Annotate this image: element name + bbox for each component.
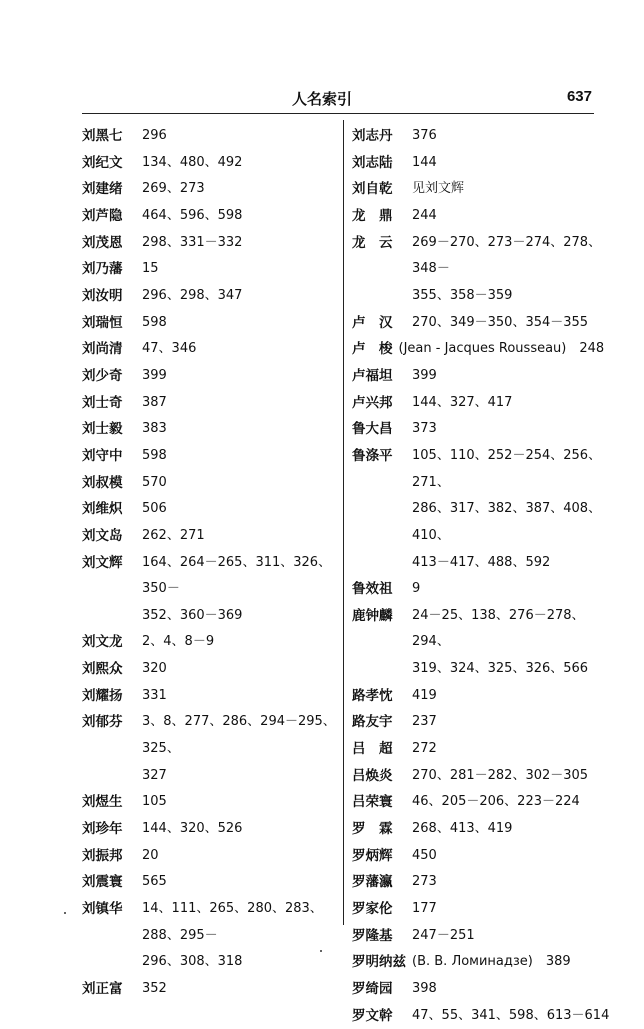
index-entry <box>352 763 612 790</box>
entry-name: 刘振邦 <box>82 847 123 864</box>
index-entry <box>352 896 612 923</box>
page-refs-line: 9 <box>412 581 421 597</box>
page-refs-line: 262、271 <box>142 527 205 543</box>
entry-name: 刘镇华 <box>82 901 123 918</box>
page-refs-line: 273 <box>412 874 437 890</box>
entry-name: 罗家伦 <box>352 901 393 918</box>
entry-name: 刘志丹 <box>352 128 393 144</box>
page-refs-line: 144 <box>412 154 437 170</box>
page-refs-line: 3、8、277、286、294－295、325、 <box>142 714 336 757</box>
page-refs-line: 331 <box>142 687 167 703</box>
index-entry <box>82 869 338 896</box>
entry-pages <box>412 843 612 870</box>
page-refs-line: 352、360－369 <box>142 607 243 623</box>
entry-pages <box>412 203 612 230</box>
entry-pages <box>412 683 612 710</box>
index-entry <box>352 869 612 896</box>
index-entry <box>82 203 338 230</box>
index-entry <box>82 470 338 497</box>
index-entry <box>352 150 612 177</box>
index-entry <box>82 709 338 789</box>
entry-pages <box>142 390 338 417</box>
entry-name: 刘维炽 <box>82 501 123 518</box>
index-entry <box>82 150 338 177</box>
index-entry <box>352 603 612 683</box>
entry-name: 鹿钟麟 <box>352 607 393 624</box>
entry-pages <box>142 336 338 363</box>
index-entry <box>352 843 612 870</box>
index-entry <box>352 576 612 603</box>
entry-name: 卢 梭 <box>352 341 393 358</box>
entry-pages <box>412 763 612 790</box>
index-entry <box>352 230 612 310</box>
entry-pages <box>412 123 612 150</box>
page-refs-line: 144、320、526 <box>142 821 243 837</box>
index-entry <box>352 923 612 950</box>
entry-pages <box>142 816 338 843</box>
entry-pages <box>142 869 338 896</box>
entry-name: 鲁大昌 <box>352 421 393 438</box>
entry-pages <box>142 629 338 656</box>
page-number: 637 <box>566 88 592 105</box>
entry-name: 刘耀扬 <box>82 687 123 704</box>
index-entry <box>352 976 612 1003</box>
entry-name: 刘建绪 <box>82 181 123 198</box>
entry-name: 鲁效祖 <box>352 581 393 598</box>
page-refs-line: 15 <box>142 261 159 277</box>
entry-pages <box>412 443 612 576</box>
page-refs-line: 47、55、341、598、613－614 <box>412 1007 610 1023</box>
page-refs-line: 319、324、325、326、566 <box>412 661 589 677</box>
entry-name: 刘黑七 <box>82 128 123 144</box>
entry-name: 刘纪文 <box>82 154 123 171</box>
entry-name: 刘芦隐 <box>82 207 123 224</box>
entry-pages <box>412 310 612 337</box>
index-entry <box>352 789 612 816</box>
entry-pages <box>142 656 338 683</box>
entry-name: 罗藩瀛 <box>352 874 393 891</box>
entry-name: 刘瑞恒 <box>82 314 123 331</box>
entry-name: 卢兴邦 <box>352 394 393 411</box>
index-entry <box>82 896 338 976</box>
index-entry <box>352 310 612 337</box>
entry-name: 刘叔模 <box>82 474 123 491</box>
page-refs-line: 570 <box>142 474 167 490</box>
index-entry <box>82 550 338 630</box>
entry-pages <box>142 176 338 203</box>
index-entry <box>82 683 338 710</box>
page-refs-line: 269－270、273－274、278、348－ <box>412 234 602 277</box>
page-refs-line: 598 <box>142 447 167 463</box>
entry-pages <box>412 363 612 390</box>
entry-name: 刘文岛 <box>82 527 123 544</box>
entry-name: 刘守中 <box>82 447 123 464</box>
index-entry <box>352 443 612 576</box>
entry-name: 吕 超 <box>352 741 393 758</box>
page-refs-line: 373 <box>412 421 437 437</box>
entry-name: 刘震寰 <box>82 874 123 891</box>
index-entry <box>352 709 612 736</box>
index-entry <box>82 976 338 1003</box>
entry-name: 路孝忱 <box>352 687 393 704</box>
page-refs-line: 237 <box>412 714 437 730</box>
index-entry <box>82 283 338 310</box>
entry-pages <box>412 1003 612 1029</box>
entry-pages <box>142 256 338 283</box>
page-refs-line: 320 <box>142 661 167 677</box>
page-refs-line: 14、111、265、280、283、288、295－ <box>142 901 323 943</box>
index-entry <box>82 496 338 523</box>
index-entry <box>82 523 338 550</box>
entry-pages <box>142 150 338 177</box>
page-refs-line: 164、264－265、311、326、350－ <box>142 554 332 597</box>
entry-name: 刘士奇 <box>82 394 123 411</box>
entry-name: 鲁涤平 <box>352 447 393 464</box>
page-refs-line: 398 <box>412 981 437 996</box>
page-refs-line: 105、110、252－254、256、271、 <box>412 447 602 490</box>
entry-pages <box>412 230 612 310</box>
page-refs-line: 47、346 <box>142 341 197 357</box>
entry-pages <box>142 470 338 497</box>
index-entry <box>82 816 338 843</box>
entry-name: 罗文幹 <box>352 1007 393 1024</box>
entry-pages <box>412 390 612 417</box>
entry-pages <box>412 603 612 683</box>
page-refs-line: 565 <box>142 874 167 890</box>
entry-name: 路友宇 <box>352 714 393 731</box>
entry-pages <box>142 203 338 230</box>
page-refs-line: 270、349－350、354－355 <box>412 314 589 330</box>
entry-name: 吕荣寰 <box>352 794 393 811</box>
entry-name: 刘志陆 <box>352 154 393 171</box>
entry-pages <box>142 843 338 870</box>
header-rule <box>82 113 594 114</box>
page-refs-line: 383 <box>142 421 167 437</box>
stray-mark <box>320 950 322 952</box>
entry-name: 罗 霖 <box>352 821 393 838</box>
index-entry <box>352 816 612 843</box>
page-refs-line: 387 <box>142 394 167 410</box>
page-refs-line: 46、205－206、223－224 <box>412 794 580 810</box>
entry-name: 吕焕炎 <box>352 767 393 784</box>
entry-pages <box>142 550 338 630</box>
page-refs-line: 355、358－359 <box>412 287 513 303</box>
entry-name: 卢 汉 <box>352 314 393 331</box>
entry-name: 罗炳辉 <box>352 847 393 864</box>
entry-name: 罗绮园 <box>352 981 393 997</box>
page-refs-line: 105 <box>142 794 167 810</box>
index-entry <box>352 363 612 390</box>
page-refs-line: 506 <box>142 501 167 517</box>
page-refs-line: 177 <box>412 901 437 917</box>
entry-pages <box>142 443 338 470</box>
entry-name: 刘正富 <box>82 981 123 997</box>
entry-pages <box>412 789 612 816</box>
page-refs-line: 272 <box>412 741 437 757</box>
entry-pages <box>142 523 338 550</box>
page-refs-line: 144、327、417 <box>412 394 513 410</box>
page-refs-line: (Jean - Jacques Rousseau) 248 <box>398 341 605 357</box>
entry-pages <box>412 150 612 177</box>
page-refs-line: 464、596、598 <box>142 207 243 223</box>
index-entry <box>352 1003 612 1029</box>
page-refs-line: 376 <box>412 128 437 143</box>
index-entry <box>82 390 338 417</box>
entry-pages <box>412 976 612 1003</box>
entry-name: 罗隆基 <box>352 927 393 944</box>
page-refs-line: 399 <box>412 367 437 383</box>
index-entry <box>82 176 338 203</box>
index-entry <box>82 123 338 150</box>
entry-pages <box>142 896 338 976</box>
page-refs-line: 134、480、492 <box>142 154 243 170</box>
page-refs-line: (B. B. Ломинадзе) 389 <box>412 954 571 970</box>
page-refs-line: 270、281－282、302－305 <box>412 767 589 783</box>
page-refs-line: 399 <box>142 367 167 383</box>
index-entry <box>82 843 338 870</box>
entry-pages <box>142 709 338 789</box>
entry-pages <box>142 123 338 150</box>
page-refs-line: 2、4、8－9 <box>142 634 215 650</box>
page-refs-line: 413－417、488、592 <box>412 554 551 570</box>
entry-pages <box>412 923 612 950</box>
entry-name: 刘尚清 <box>82 341 123 358</box>
index-entry <box>352 203 612 230</box>
entry-pages <box>142 363 338 390</box>
entry-name: 刘煜生 <box>82 794 123 811</box>
page-refs-line: 298、331－332 <box>142 234 243 250</box>
page-refs-line: 20 <box>142 847 159 863</box>
page-refs-line: 247－251 <box>412 927 475 943</box>
entry-name: 刘乃藩 <box>82 261 123 278</box>
entry-name: 罗明纳兹 <box>352 954 406 971</box>
index-entry <box>352 683 612 710</box>
index-entry <box>352 949 612 976</box>
page-refs-line: 269、273 <box>142 181 205 197</box>
entry-pages <box>412 736 612 763</box>
page-refs-line: 286、317、382、387、408、410、 <box>412 501 602 543</box>
index-column-left <box>82 123 338 1003</box>
entry-pages <box>142 230 338 257</box>
page-refs-line: 24－25、138、276－278、294、 <box>412 607 585 650</box>
entry-pages <box>142 976 338 1003</box>
entry-pages <box>142 496 338 523</box>
index-entry <box>82 443 338 470</box>
index-entry <box>82 656 338 683</box>
index-entry <box>82 363 338 390</box>
entry-name: 卢福坦 <box>352 367 393 384</box>
page-refs-line: 244 <box>412 207 437 223</box>
entry-pages <box>142 310 338 337</box>
stray-mark <box>64 912 66 914</box>
page-refs-line: 352 <box>142 981 167 996</box>
entry-name: 刘熙众 <box>82 661 123 678</box>
entry-pages <box>412 816 612 843</box>
entry-name: 刘士毅 <box>82 421 123 438</box>
index-entry <box>82 310 338 337</box>
index-entry <box>352 176 612 203</box>
page-refs-line: 296 <box>142 128 167 143</box>
running-header-title: 人名索引 <box>291 90 352 108</box>
index-entry <box>352 336 612 363</box>
entry-pages <box>142 683 338 710</box>
entry-name: 龙 鼎 <box>352 207 393 224</box>
index-entry <box>82 230 338 257</box>
index-entry <box>352 123 612 150</box>
index-entry <box>82 416 338 443</box>
page-refs-line: 296、308、318 <box>142 954 243 970</box>
entry-name: 刘珍年 <box>82 821 123 838</box>
entry-name: 刘文龙 <box>82 634 123 651</box>
index-entry <box>352 736 612 763</box>
entry-name: 刘汝明 <box>82 287 123 304</box>
entry-name: 刘自乾 <box>352 181 393 198</box>
entry-name: 刘文辉 <box>82 554 123 571</box>
entry-pages <box>412 176 612 203</box>
page-refs-line: 268、413、419 <box>412 821 513 837</box>
entry-name: 龙 云 <box>352 234 393 251</box>
entry-pages <box>142 416 338 443</box>
entry-name: 刘茂恩 <box>82 234 123 251</box>
entry-name: 刘少奇 <box>82 367 123 384</box>
entry-pages <box>412 709 612 736</box>
page-refs-line: 327 <box>142 767 167 783</box>
index-entry <box>352 416 612 443</box>
entry-pages <box>412 416 612 443</box>
index-column-right <box>352 123 612 1029</box>
page-refs-line: 419 <box>412 687 437 703</box>
entry-pages <box>399 336 605 363</box>
page-refs-line: 450 <box>412 847 437 863</box>
index-entry <box>82 336 338 363</box>
entry-pages <box>142 789 338 816</box>
column-divider <box>343 120 344 925</box>
entry-pages <box>142 283 338 310</box>
page-refs-line: 见刘文辉 <box>412 181 465 197</box>
page-refs-line: 296、298、347 <box>142 287 243 303</box>
index-entry <box>82 789 338 816</box>
index-entry <box>352 390 612 417</box>
index-entry <box>82 256 338 283</box>
entry-pages <box>412 949 571 976</box>
index-entry <box>82 629 338 656</box>
page-refs-line: 598 <box>142 314 167 330</box>
entry-pages <box>412 869 612 896</box>
entry-pages <box>412 576 612 603</box>
entry-name: 刘郁芬 <box>82 714 123 731</box>
entry-pages <box>412 896 612 923</box>
